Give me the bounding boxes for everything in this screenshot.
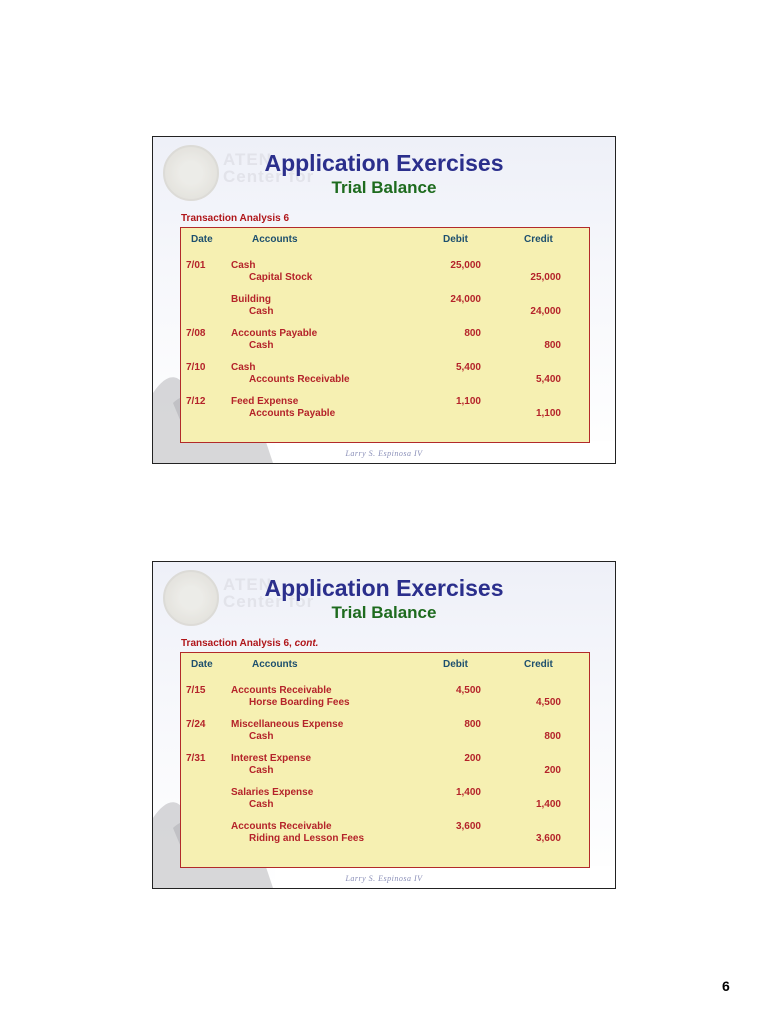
credit-account: Cash (249, 731, 274, 742)
debit-amount: 24,000 (450, 294, 481, 305)
debit-account: Accounts Receivable (231, 821, 332, 832)
credit-amount: 24,000 (530, 306, 561, 317)
debit-amount: 25,000 (450, 260, 481, 271)
transaction-caption: Transaction Analysis 6, cont. (181, 638, 319, 649)
credit-amount: 800 (544, 731, 561, 742)
header-credit: Credit (524, 659, 553, 670)
debit-amount: 200 (464, 753, 481, 764)
debit-amount: 3,600 (455, 821, 481, 832)
debit-amount: 1,400 (455, 787, 481, 798)
credit-account: Cash (249, 765, 274, 776)
header-accounts: Accounts (252, 659, 298, 670)
credit-amount: 1,100 (535, 408, 561, 419)
credit-account: Horse Boarding Fees (249, 697, 350, 708)
entry-date: 7/15 (186, 685, 206, 696)
debit-account: Salaries Expense (231, 787, 314, 798)
page-number: 6 (722, 978, 730, 994)
header-date: Date (191, 659, 213, 670)
credit-account: Accounts Receivable (249, 374, 350, 385)
watermark-text: ATEN Center for (223, 575, 315, 611)
credit-amount: 5,400 (535, 374, 561, 385)
debit-amount: 1,100 (455, 396, 481, 407)
credit-account: Accounts Payable (249, 408, 336, 419)
slide-1 (152, 136, 616, 464)
debit-account: Cash (231, 362, 256, 373)
credit-amount: 3,600 (535, 833, 561, 844)
slide-subtitle: Trial Balance (331, 178, 437, 197)
header-debit: Debit (443, 659, 468, 670)
slide-title: Application Exercises (264, 575, 504, 601)
credit-amount: 1,400 (535, 799, 561, 810)
slide-2 (152, 561, 616, 889)
author-credit: Larry S. Espinosa IV (345, 874, 423, 883)
debit-account: Feed Expense (231, 396, 299, 407)
entry-date: 7/10 (186, 362, 206, 373)
transaction-caption: Transaction Analysis 6 (181, 213, 290, 224)
credit-amount: 200 (544, 765, 561, 776)
debit-amount: 800 (464, 328, 481, 339)
entry-date: 7/12 (186, 396, 206, 407)
watermark-text: ATEN Center for (223, 150, 315, 186)
author-credit: Larry S. Espinosa IV (345, 449, 423, 458)
header-debit: Debit (443, 234, 468, 245)
header-credit: Credit (524, 234, 553, 245)
entry-date: 7/01 (186, 260, 206, 271)
slide-subtitle: Trial Balance (331, 603, 437, 622)
credit-account: Capital Stock (249, 272, 313, 283)
entry-date: 7/31 (186, 753, 206, 764)
credit-account: Cash (249, 340, 274, 351)
credit-amount: 25,000 (530, 272, 561, 283)
credit-amount: 4,500 (535, 697, 561, 708)
debit-account: Cash (231, 260, 256, 271)
header-date: Date (191, 234, 213, 245)
debit-amount: 5,400 (455, 362, 481, 373)
journal-table (180, 652, 590, 868)
debit-account: Accounts Receivable (231, 685, 332, 696)
journal-table (180, 227, 590, 443)
entry-date: 7/08 (186, 328, 206, 339)
debit-amount: 4,500 (455, 685, 481, 696)
debit-amount: 800 (464, 719, 481, 730)
credit-amount: 800 (544, 340, 561, 351)
debit-account: Accounts Payable (231, 328, 318, 339)
entry-date: 7/24 (186, 719, 206, 730)
debit-account: Building (231, 294, 271, 305)
debit-account: Interest Expense (231, 753, 312, 764)
slide-title: Application Exercises (264, 150, 504, 176)
credit-account: Cash (249, 306, 274, 317)
credit-account: Cash (249, 799, 274, 810)
header-accounts: Accounts (252, 234, 298, 245)
debit-account: Miscellaneous Expense (231, 719, 344, 730)
credit-account: Riding and Lesson Fees (249, 833, 365, 844)
